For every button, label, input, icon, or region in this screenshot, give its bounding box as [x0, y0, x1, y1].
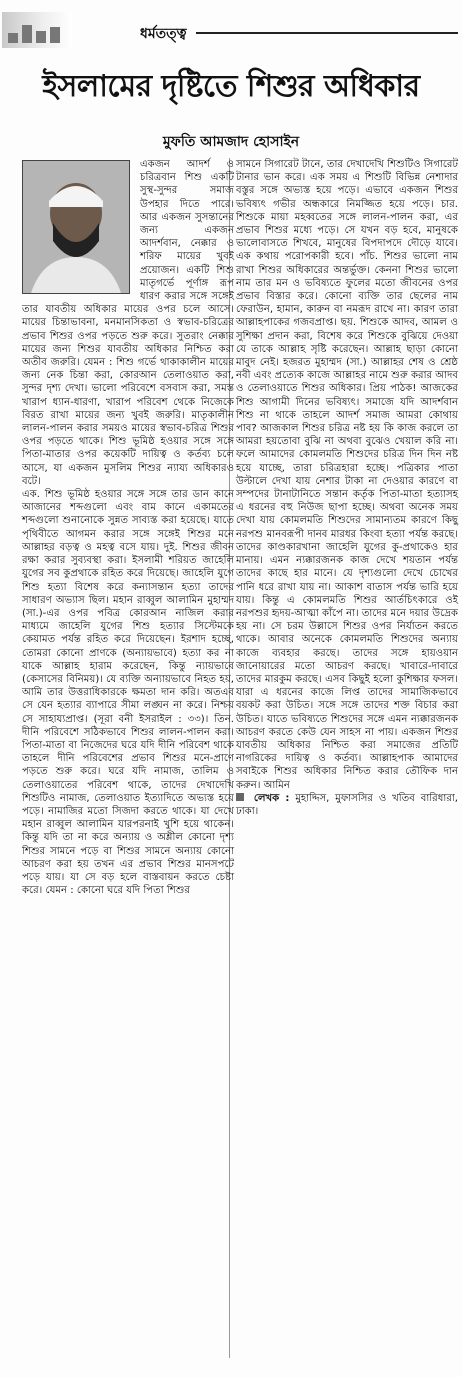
- article-author: মুফতি আমজাদ হোসাইন: [162, 134, 300, 150]
- section-header: [0, 0, 462, 62]
- section-rule: [196, 32, 458, 34]
- bullet-square-icon: [236, 793, 244, 801]
- author-note: [236, 792, 458, 818]
- section-label: ধর্মতত্ত্ব: [140, 26, 187, 42]
- paragraph: এক. শিশু ভূমিষ্ঠ হওয়ার সঙ্গে সঙ্গে তার ডান কানে আজানের শব্দগুলো এবং বাম কানে একামতের শব্দগুলো শুনানোকে সুন্নত সাব্যস্ত করা হয়েছে। যাতে পৃথিবীতে আগমন করার সঙ্গে সঙ্গেই শিশুর মনে আল্লাহর বড়ত্ব ও মহত্ব বসে যায়। দুই. শিশুর জীবন রক্ষা করার সুব্যবস্থা করা। ইসলামী শরিয়ত জাহেলি যুগের সব কুপ্রথাকে রহিত করে দিয়েছে। জাহেলি যুগে শিশু হত্যা বিশেষ করে কন্যাসন্তান হত্যা তাদের সাধারণ অভ্যাস ছিল। মহান রাব্বুল আলামিন মুহাম্মদ (সা.)-এর ওপর পবিত্র কোরআন নাজিল করার মাধ্যমে জাহেলি যুগের শিশু হত্যার সিস্টেমকে কেয়ামত পর্যন্ত রহিত করে দিয়েছেন। ইরশাদ হচ্ছে, তোমরা কোনো প্রাণকে (অন্যায়ভাবে) হত্যা কর না যাকে আল্লাহ হারাম করেছেন, কিন্তু ন্যায়ভাবে (কেসাসের বিনিময়)। যে ব্যক্তি অন্যায়ভাবে নিহত হয়, আমি তার উত্তরাধিকারকে ক্ষমতা দান করি। অতএব সে যেন হত্যার ব্যাপারে সীমা লঙ্ঘন না করে। নিশ্চয় সে সাহায্যপ্রাপ্ত। (সূরা বনী ইসরাইল : ৩৩)। তিন. দীনি পরিবেশে সঠিকভাবে শিশুর লালন-পালন করা। পিতা-মাতা বা নিজেদের ঘরে যদি দীনি পরিবেশ থাকে তাহলে দীনি পরিবেশের প্রভাব শিশুর মনে-প্রাণে পড়তে শুরু করে। ঘরে যদি নামাজ, তালিম ও তেলাওয়াতের পরিবেশ থাকে, তাদের দেখাদেখি শিশুটিও নামাজ, তেলাওয়াত ইত্যাদিতে অভ্যস্ত হয়ে পড়ে। নামাজির মতো সিজদা করতে থাকে। যা দেখে মহান রাব্বুল আলামিন যারপরনাই খুশি হয়ে থাকেন। কিন্তু যদি তা না করে অন্যায় ও অশ্লীল কোনো দৃশ্য শিশুর সামনে পড়ে বা শিশুর সামনে অন্যায় কোনো আচরণ করা হয় তখন এর প্রভাব শিশুর মানসপটে পড়ে যায়। যা সে বড় হলে বাস্তবায়ন করতে চেষ্টা করে। যেমন : কোনো ঘরে যদি পিতা শিশুর: [22, 489, 234, 897]
- author-note-label: লেখক :: [253, 792, 290, 804]
- paragraph: একজন আদর্শ ও চরিত্রবান শিশু একটি সুস্থ-সুন্দর সমাজ উপহার দিতে পারে। আর একজন সুসন্তানের জন্য একজন আদর্শবান, নেক্কার ও শরিফ মায়ের খুবই প্রয়োজন। একটি শিশু মাতৃগর্ভে পূর্ণাঙ্গ রূপ ধারণ করার সঙ্গে সঙ্গেই তার যাবতীয় অধিকার মায়ের ওপর চলে আসে। মায়ের চিন্তাভাবনা, মনমানসিকতা ও স্বভাব-চরিত্রের প্রভাব শিশুর ওপর পড়তে শুরু করে। সুতরাং নেক্কার মায়ের জন্য শিশুর যাবতীয় অধিকার নিশ্চিত করা অতীব জরুরি। যেমন : শিশু গর্ভে থাকাকালীন মায়ের জন্য নেক চিন্তা করা, কোরআন তেলাওয়াত করা, সুন্দর দৃশ্য দেখা। ভালো পরিবেশে বসবাস করা, সমস্ত খারাপ ধ্যান-ধারণা, খারাপ পরিবেশ থেকে নিজেকে বিরত রাখা মায়ের জন্য খুবই জরুরি। মাতৃকালীন লালন-পালন করার সময়ও মায়ের স্বভাব-চরিত্র শিশুর ওপর পড়তে থাকে। শিশু ভূমিষ্ঠ হওয়ার সঙ্গে সঙ্গে পিতা-মাতার ওপর কয়েকটি দায়িত্ব ও কর্তব্য চলে আসে, যা একজন মুসলিম শিশুর ন্যায্য অধিকারও বটে।: [22, 159, 234, 487]
- article-title: ইসলামের দৃষ্টিতে শিশুর অধিকার: [42, 69, 420, 104]
- left-column: [0, 158, 234, 897]
- author-note-text: মুহাদ্দিস, মুফাসসির ও খতিব বারিধারা, ঢাকা।: [236, 792, 459, 817]
- right-column: [236, 158, 458, 818]
- paragraph: সামনে সিগারেট টানে, তার দেখাদেখি শিশুটিও সিগারেট টানার ভান করে। এক সময় এ শিশুটি বিভিন্ন নেশাদার বস্তুর সঙ্গে অভ্যস্ত হয়ে পড়ে। এভাবে একজন শিশুর ভবিষ্যৎ গভীর অন্ধকারে নিমজ্জিত হয়ে পড়ে। চার. শিশুকে মায়া মহব্বতের সঙ্গে লালন-পালন করা, এর প্রভাব শিশুর মধ্যে পড়ে। সে যখন বড় হবে, মানুষকে ভালোবাসতে শিখবে, মানুষের বিপদাপদে দৌড়ে যাবে। এক কথায় পরোপকারী হবে। পাঁচ. শিশুর ভালো নাম রাখা শিশুর অধিকারের অন্তর্ভুক্ত। কেননা শিশুর ভালো নাম তার মন ও ভবিষ্যতে ফুলের মতো জীবনের ওপর প্রভাব বিস্তার করে। কোনো ব্যক্তি তার ছেলের নাম ফেরাউন, হামান, কারুন বা নমরূদ রাখে না। কারণ তারা আল্লাহপাকের গজবপ্রাপ্ত। ছয়. শিশুকে আদব, আমল ও সুশিক্ষা প্রদান করা, বিশেষ করে শিশুকে বুঝিয়ে দেওয়া যে তাকে আল্লাহ সৃষ্টি করেছেন। আল্লাহ ছাড়া কোনো মাবুদ নেই। হজরত মুহাম্মদ (সা.) আল্লাহর শেষ ও শ্রেষ্ঠ নবী এবং প্রত্যেক কাজে আল্লাহর নামে শুরু করার আদব ও তেলাওয়াতে শিশুর অধিকার। প্রিয় পাঠক! আজকের শিশু আগামী দিনের ভবিষ্যৎ। সমাজে যদি আদর্শবান শিশু না থাকে তাহলে আদর্শ সমাজ আমরা কোথায় পাব? আজকাল শিশুর চরিত্র নষ্ট হয় কি কাজ করলে তা আমরা হয়তোবা বুঝি না অথবা বুঝেও খেয়াল করি না। ফলে আমাদের কোমলমতি শিশুদের চরিত্র দিন দিন নষ্ট হয়ে যাচ্ছে, তারা চরিত্রহারা হচ্ছে। পত্রিকার পাতা উল্টালে দেখা যায় নেশার টাকা না দেওয়ার কারণে বা সম্পদের টানাটানিতে সন্তান কর্তৃক পিতা-মাতা হত্যাসহ এ ধরনের বহু নিউজ ছাপা হচ্ছে। অথবা অনেক সময় দেখা যায় কোমলমতি শিশুদের সামান্যতম কারণে কিছু নরপশু মানবরূপী দানব মারধর কিংবা হত্যা পর্যন্ত করছে। তাদের কাণ্ডকারখানা জাহেলি যুগের কু-প্রথাকেও হার মানায়। এমন ন্যক্কারজনক কাজ দেখে শয়তান পর্যন্ত তাদের কাছে হার মানে। যে দৃশ্যগুলো দেখে চোখের পানি ধরে রাখা যায় না। আকাশ বাতাস পর্যন্ত ভারি হয়ে যায়। কিন্তু এ কোমলমতি শিশুর আর্তচিৎকারে ওই নরপশুর হৃদয়-আত্মা কাঁপে না। তাদের মনে দয়ার উদ্রেক হয় না। সে চরম উল্লাসে শিশুর ওপর নির্যাতন করতে থাকে। আবার অনেকে কোমলমতি শিশুদের অন্যায় কাজে ব্যবহার করছে। তাদের সঙ্গে হায়ওয়ান জানোয়ারের মতো আচরণ করছে। খাবারে-দাবারে তাদের মারকুম করছে। এসব কিছুই হলো কুশিক্ষার ফসল। যারা এ ধরনের কাজে লিপ্ত তাদের সামাজিকভাবে বয়কট করা উচিত। সঙ্গে সঙ্গে তাদের শক্ত বিচার করা উচিত। যাতে ভবিষ্যতে শিশুদের সঙ্গে এমন ন্যক্কারজনক আচরণ করতে কেউ যেন সাহস না পায়। একজন শিশুর যাবতীয় অধিকার নিশ্চিত করা সমাজের প্রতিটি নাগরিকের দায়িত্ব ও কর্তব্য। আল্লাহপাক আমাদের সবাইকে শিশুর অধিকার নিশ্চিত করার তৌফিক দান করুন। আমিন: [236, 159, 458, 791]
- skyline-logo-icon: [2, 12, 72, 48]
